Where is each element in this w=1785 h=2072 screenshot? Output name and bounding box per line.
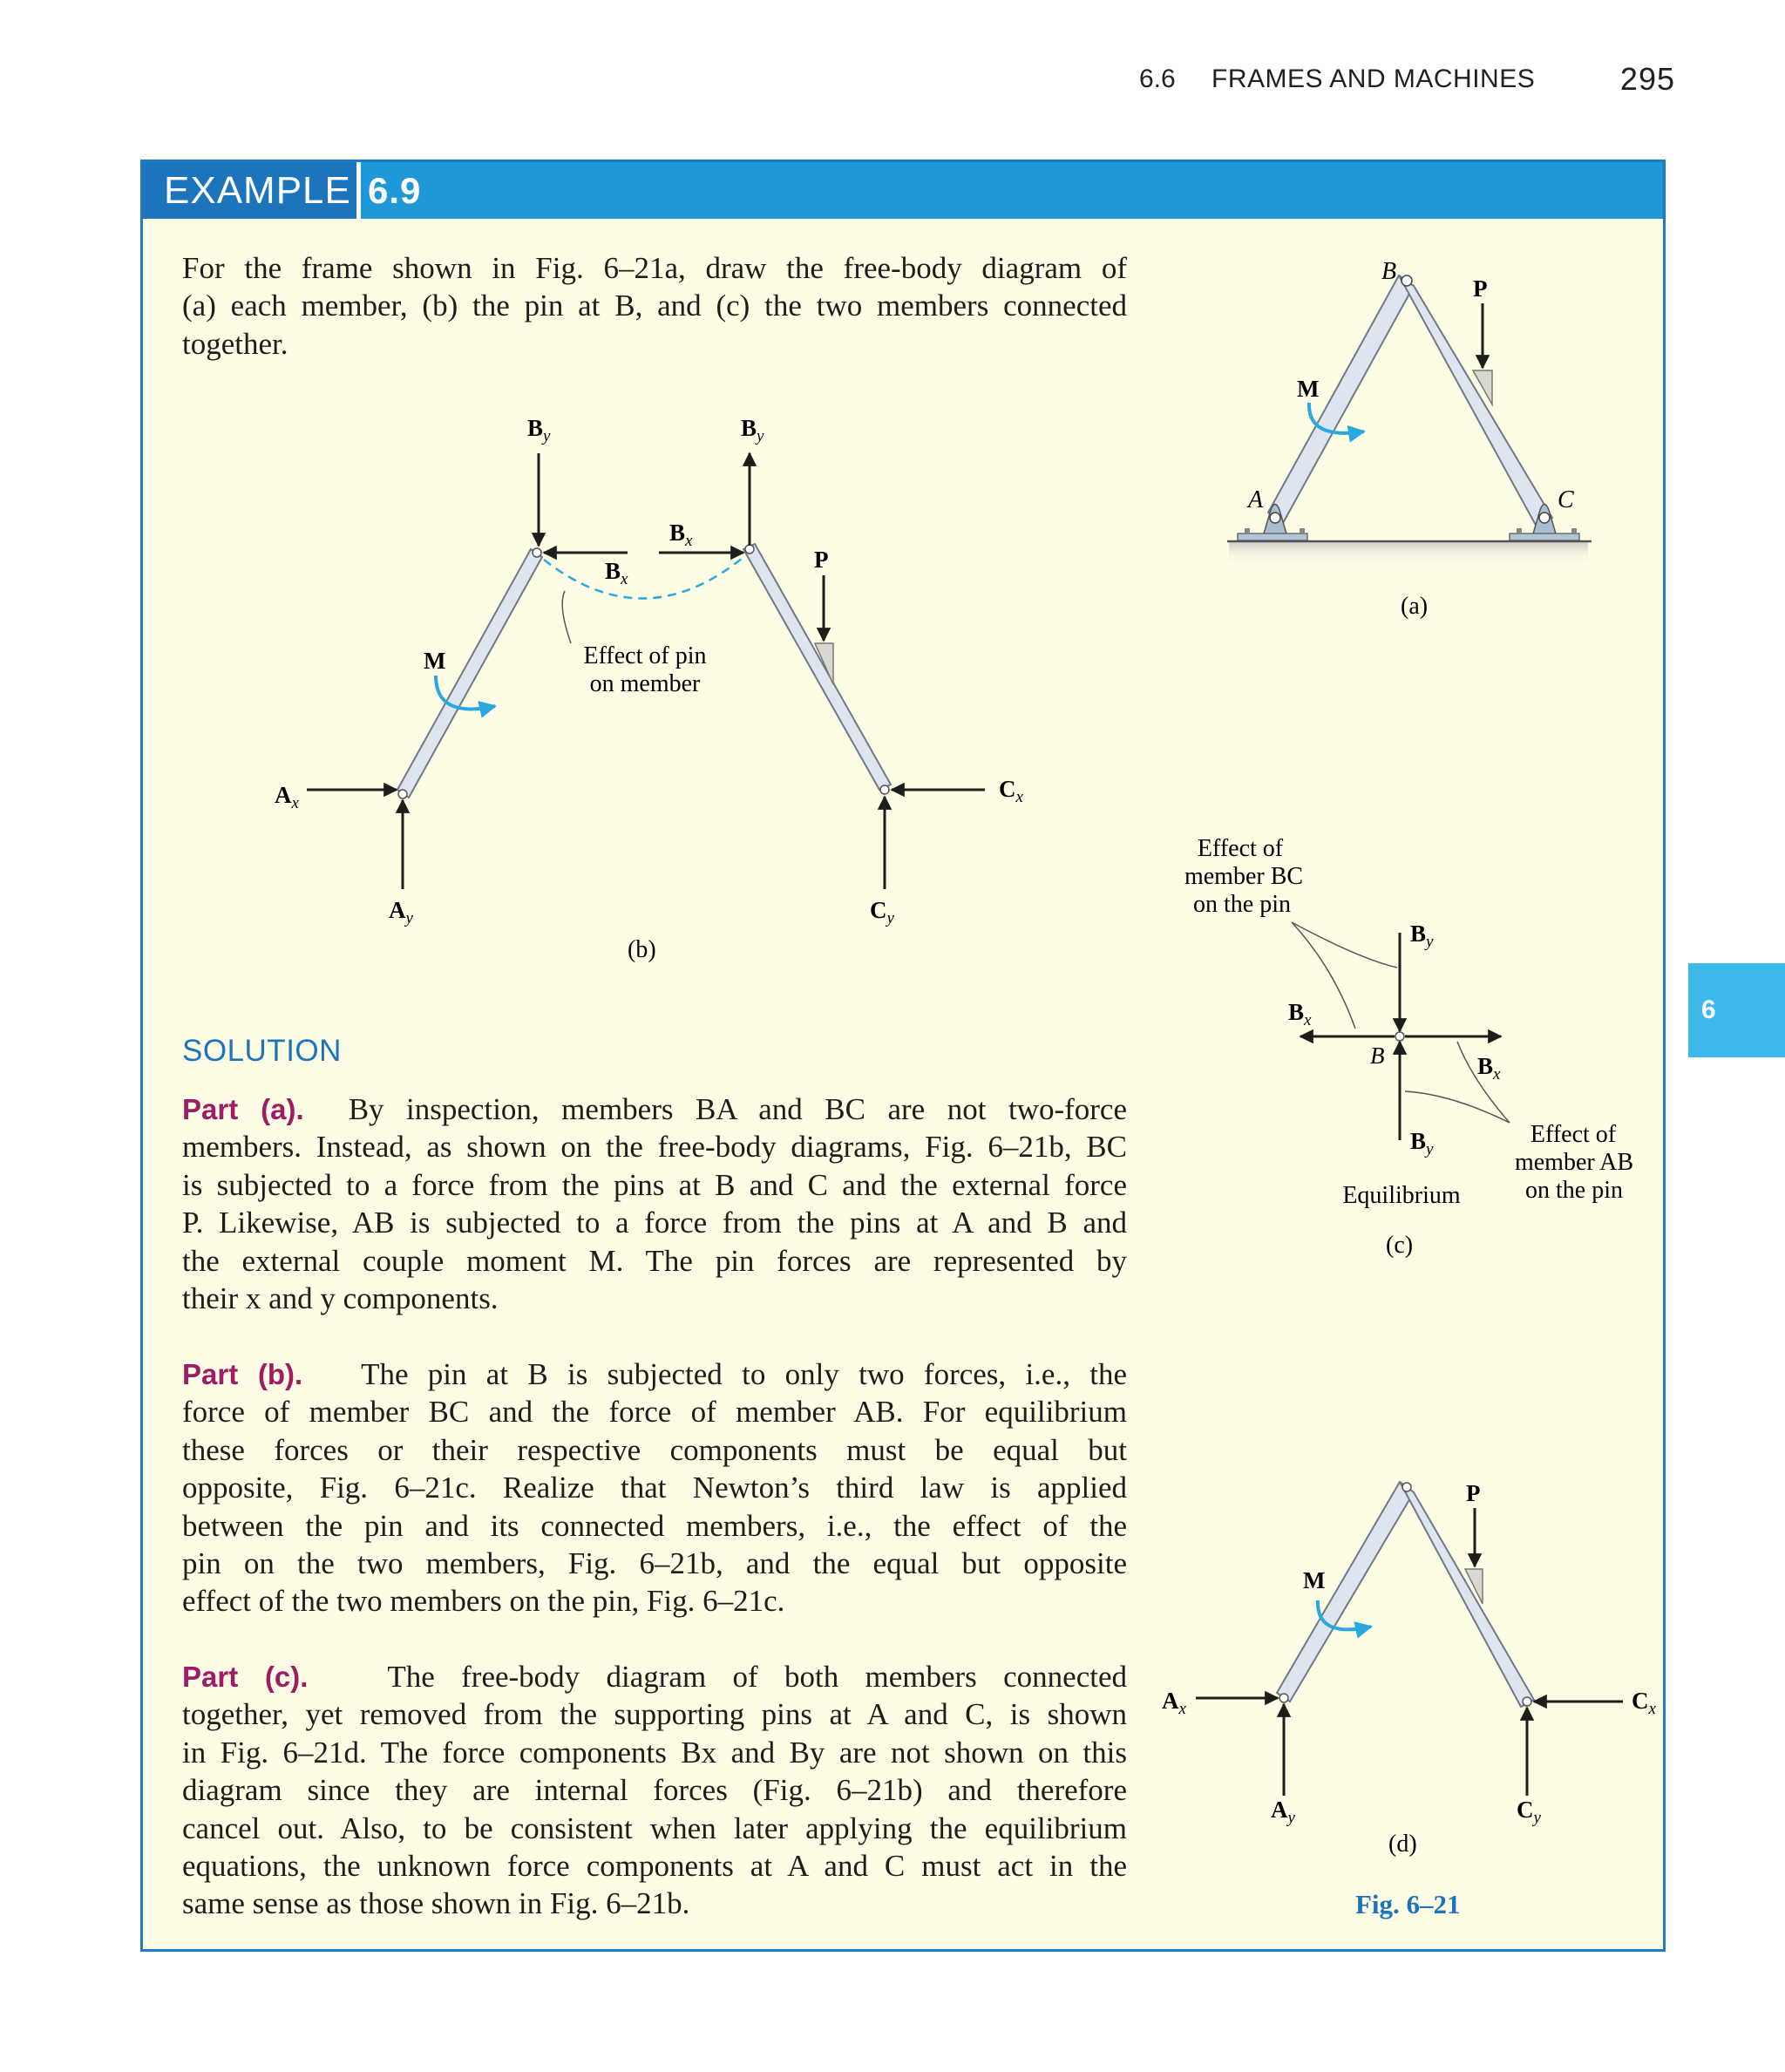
- figure-c: [1184, 835, 1633, 1259]
- label-cx: $C_x$: [999, 776, 1023, 806]
- pin-b-isolated: [1395, 1032, 1404, 1041]
- label-p-combined: P: [1466, 1480, 1481, 1506]
- label-bx-left: $B_x$: [1288, 999, 1312, 1029]
- label-p: P: [1473, 275, 1488, 302]
- problem-line: (a) each member, (b) the pin at B, and (c) the two members connected: [182, 289, 1127, 323]
- caption-c: (c): [1386, 1232, 1414, 1259]
- part-c-line: in Fig. 6–21d. The force components Bx and By are not shown on this: [182, 1735, 1127, 1770]
- member-bc-combined: [1400, 1482, 1534, 1707]
- figure-a: [1227, 258, 1592, 620]
- member-ab-fbd: [397, 549, 542, 798]
- annotation-leader: [562, 591, 571, 643]
- label-by-top: $B_y$: [1410, 921, 1434, 951]
- label-m-fbd: M: [424, 648, 446, 674]
- caption-b: (b): [628, 936, 656, 963]
- part-b-line: effect of the two members on the pin, Fig. 6–21c.: [182, 1584, 785, 1619]
- annotation-bc-1: Effect of: [1197, 835, 1284, 862]
- pin-b-left: [533, 548, 541, 557]
- ground-shading: [1229, 540, 1588, 565]
- problem-line: For the frame shown in Fig. 6–21a, draw the free-body diagram of: [182, 251, 1127, 285]
- section-title: FRAMES AND MACHINES: [1211, 65, 1536, 93]
- part-c-line: together, yet removed from the supporting pins at A and C, is shown: [182, 1697, 1127, 1732]
- annotation-pin-effect-1: Effect of pin: [583, 642, 707, 669]
- label-bx-bottom: $B_x$: [605, 558, 628, 588]
- leader-ab-1: [1405, 1091, 1510, 1123]
- annotation-bc-3: on the pin: [1193, 891, 1291, 918]
- part-c-line-text: The free-body diagram of both members connected: [387, 1660, 1127, 1694]
- label-cy-combined: $C_y$: [1517, 1797, 1541, 1827]
- figure-title: Fig. 6–21: [1355, 1889, 1461, 1919]
- leader-bc-1: [1292, 922, 1397, 968]
- label-bx-right: $B_x$: [1477, 1053, 1501, 1084]
- label-m-combined: M: [1303, 1567, 1326, 1593]
- label-bx-top: $B_x$: [669, 520, 693, 550]
- label-cy: $C_y$: [870, 897, 894, 927]
- label-p-fbd: P: [814, 547, 829, 573]
- pin-b: [1402, 275, 1412, 286]
- part-b-line: force of member BC and the force of member AB. For equilibrium: [182, 1395, 1127, 1430]
- chapter-tab: 6: [1688, 963, 1785, 1057]
- part-c-line: diagram since they are internal forces (Fig. 6–21b) and therefore: [182, 1773, 1127, 1808]
- pin-a-combined: [1279, 1694, 1288, 1702]
- part-b-heading: Part (b).: [182, 1358, 303, 1390]
- label-a: A: [1248, 486, 1264, 513]
- part-a-line-text: By inspection, members BA and BC are not two-force: [348, 1092, 1127, 1126]
- member-bc-fbd: [743, 544, 891, 790]
- pin-c: [880, 785, 889, 794]
- part-c-line: cancel out. Also, to be consistent when later applying the equilibrium: [182, 1810, 1127, 1845]
- label-by-bottom: $B_y$: [1410, 1128, 1434, 1158]
- label-b: B: [1381, 258, 1397, 285]
- member-ab-combined: [1277, 1482, 1414, 1702]
- part-b-line: these forces or their respective components must be equal but: [182, 1432, 1127, 1467]
- label-by-left: $B_y$: [527, 415, 551, 445]
- example-label: EXAMPLE: [143, 162, 356, 219]
- part-c-line: equations, the unknown force components at A and C must act in the: [182, 1849, 1127, 1884]
- figure-d: [1162, 1480, 1657, 1858]
- part-a-heading: Part (a).: [182, 1093, 304, 1125]
- pin-b-right: [745, 545, 754, 554]
- annotation-ab-1: Effect of: [1530, 1121, 1617, 1148]
- annotation-bc-2: member BC: [1184, 863, 1304, 890]
- label-c: C: [1558, 486, 1574, 513]
- annotation-ab-2: member AB: [1514, 1149, 1634, 1176]
- label-m: M: [1297, 376, 1320, 402]
- part-b-line: opposite, Fig. 6–21c. Realize that Newton’s third law is applied: [182, 1471, 1127, 1505]
- label-b-pin: B: [1370, 1043, 1385, 1069]
- label-ay-combined: $A_y$: [1271, 1797, 1295, 1827]
- annotation-ab-3: on the pin: [1525, 1177, 1623, 1204]
- member-bc: [1399, 275, 1552, 528]
- part-a-line: their x and y components.: [182, 1281, 499, 1316]
- section-number: 6.6: [1139, 65, 1176, 93]
- pin-b-combined: [1402, 1483, 1411, 1491]
- part-c-heading: Part (c).: [182, 1661, 309, 1693]
- label-equilibrium: Equilibrium: [1342, 1182, 1461, 1209]
- label-ay: $A_y$: [389, 897, 413, 927]
- solution-heading: SOLUTION: [182, 1034, 342, 1068]
- caption-d: (d): [1388, 1831, 1417, 1858]
- pin-a: [398, 790, 407, 798]
- member-ab: [1268, 275, 1414, 523]
- part-b-line-text: The pin at B is subjected to only two forces, i.e., the: [361, 1357, 1128, 1391]
- part-b-line: between the pin and its connected members, i.e., the effect of the: [182, 1508, 1127, 1543]
- part-b-line: pin on the two members, Fig. 6–21b, and the equal but opposite: [182, 1546, 1127, 1581]
- part-c-line: same sense as those shown in Fig. 6–21b.: [182, 1886, 690, 1921]
- label-ax-combined: $A_x$: [1162, 1688, 1186, 1718]
- annotation-pin-effect-2: on member: [589, 670, 701, 697]
- pin-effect-dashed: [544, 558, 743, 599]
- page-number: 295: [1619, 61, 1675, 97]
- example-number: 6.9: [368, 170, 422, 211]
- label-by-right: $B_y$: [741, 415, 764, 445]
- part-a-line: P. Likewise, AB is subjected to a force from the pins at A and B and: [182, 1206, 1127, 1240]
- pin-c-combined: [1523, 1697, 1531, 1706]
- caption-a: (a): [1401, 593, 1429, 620]
- label-cx-combined: $C_x$: [1632, 1688, 1656, 1718]
- part-a-line: members. Instead, as shown on the free-body diagrams, Fig. 6–21b, BC: [182, 1130, 1127, 1165]
- problem-line: together.: [182, 326, 288, 361]
- part-a-line: is subjected to a force from the pins at B and C and the external force: [182, 1167, 1127, 1202]
- figure-b: [275, 415, 1024, 963]
- part-a-line: the external couple moment M. The pin forces are represented by: [182, 1243, 1127, 1278]
- label-ax: $A_x$: [275, 782, 299, 812]
